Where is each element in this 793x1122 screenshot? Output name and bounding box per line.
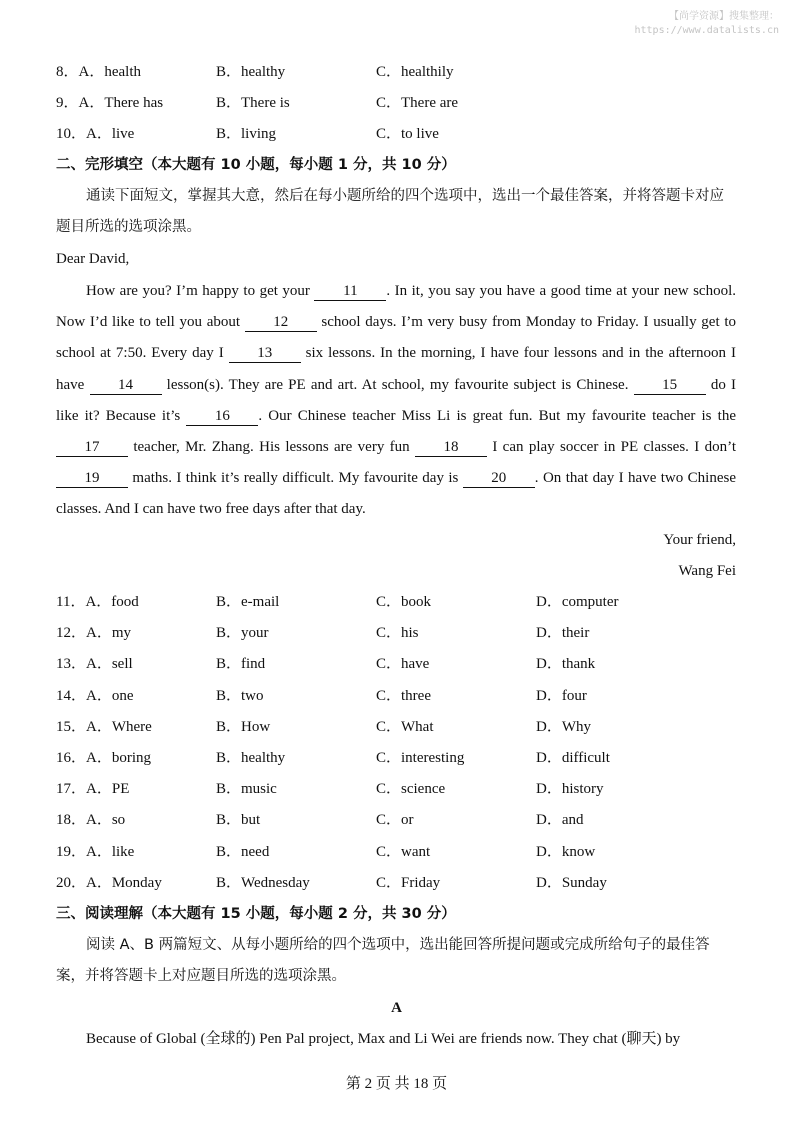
option-b: B．but [216,812,261,829]
option-b: B．There is [216,95,290,111]
letter-greeting: Dear David, [56,251,130,267]
option-a: 10．A．live [56,126,135,142]
passage-text: Because of Global (全球的) Pen Pal project, Max and Li Wei are friends now. They chat (聊天) by [86,1031,681,1047]
blank-18: 18 [415,439,487,457]
option-a: 17．A．PE [56,781,130,798]
option-a: 20．A．Monday [56,874,162,891]
blank-17: 17 [56,439,128,457]
blank-15: 15 [634,377,706,395]
section-instruction: 通读下面短文，掌握其大意，然后在每小题所给的四个选项中，选出一个最佳答案，并将答题卡对应题目所选的选项涂黑。 [56,188,724,235]
watermark-line-2: https://www.datalists.cn [634,25,779,36]
option-d: D．Why [536,718,591,735]
option-a: 11．A．food [56,594,139,610]
option-b: B．Wednesday [216,874,310,891]
letter-closing: Your friend, [663,532,736,548]
watermark [635,10,780,38]
option-b: B．healthy [216,750,286,766]
option-c: C．to live [376,126,439,142]
option-a: 18．A．so [56,812,126,829]
letter-body: How are you? I’m happy to get your 11 . In it, you say you have a good time at your new school. Now I’d like to tell you about 12 school days. I’m very busy from Monday to Friday. I usually get to school at 7:50. Every day I 13 six lessons. In the morning, I have four lessons and in the afternoon I have 14 lesson(s). They are PE and art. At school, my favourite subject is Chinese. 15 do I like it? Because it’s 16 . Our Chinese teacher Miss Li is great fun. But my favourite teacher is the 17 teacher, Mr. Zhang. His lessons are very fun 18 I can play soccer in PE classes. I don’t 19 maths. I think it’s really difficult. My favourite day is 20 . On that day I have two Chinese classes. And I can have two free days after that day. [56,283,736,518]
option-b: B．find [216,656,266,673]
option-c: C．Friday [376,874,441,891]
option-d: D．know [536,843,596,860]
blank-16: 16 [186,408,258,426]
option-c: C．want [376,843,431,860]
option-a: 13．A．sell [56,656,133,673]
blank-13: 13 [229,345,301,363]
option-a: 15．A．Where [56,718,152,735]
option-a: 16．A．boring [56,750,152,766]
option-c: C．or [376,812,414,829]
letter-signature: Wang Fei [678,563,736,579]
option-b: B．need [216,843,270,860]
option-b: B．How [216,718,271,735]
option-a: 9．A．There has [56,95,164,111]
passage-label: A [391,1000,402,1016]
option-c: C．interesting [376,750,465,766]
option-c: C．healthily [376,64,454,80]
option-d: D．history [536,781,604,798]
option-d: D．and [536,812,584,829]
section-heading-reading: 三、阅读理解（本大题有 15 小题，每小题 2 分，共 30 分） [56,906,456,922]
option-b: B．your [216,625,269,642]
option-c: C．three [376,687,431,704]
option-c: C．What [376,718,434,735]
section-heading-cloze: 二、完形填空（本大题有 10 小题，每小题 1 分，共 10 分） [56,157,456,173]
option-d: D．their [536,625,590,642]
option-c: C．his [376,625,419,642]
option-a: 12．A．my [56,625,132,642]
option-d: D．thank [536,656,596,673]
option-d: D．four [536,687,587,704]
blank-12: 12 [245,314,317,332]
option-a: 19．A．like [56,843,135,860]
option-c: C．science [376,781,446,798]
section-instruction: 阅读 A、B 两篇短文、从每小题所给的四个选项中，选出能回答所提问题或完成所给句子的最佳答案，并将答题卡上对应题目所选的选项涂黑。 [56,937,710,984]
watermark-line-1: 【尚学资源】搜集整理： [669,11,779,22]
option-b: B．living [216,126,277,142]
option-d: D．Sunday [536,874,607,891]
blank-19: 19 [56,470,128,488]
blank-14: 14 [90,377,162,395]
blank-11: 11 [314,283,386,301]
option-c: C．There are [376,95,459,111]
option-c: C．book [376,594,432,610]
option-b: B．two [216,687,264,704]
option-d: D．computer [536,594,619,610]
option-b: B．music [216,781,277,798]
option-d: D．difficult [536,750,610,766]
option-a: 14．A．one [56,687,134,704]
blank-20: 20 [463,470,535,488]
option-b: B．e-mail [216,594,280,610]
page-footer: 第 2 页 共 18 页 [345,1076,448,1092]
option-c: C．have [376,656,430,673]
option-b: B．healthy [216,64,286,80]
option-a: 8．A．health [56,64,141,80]
